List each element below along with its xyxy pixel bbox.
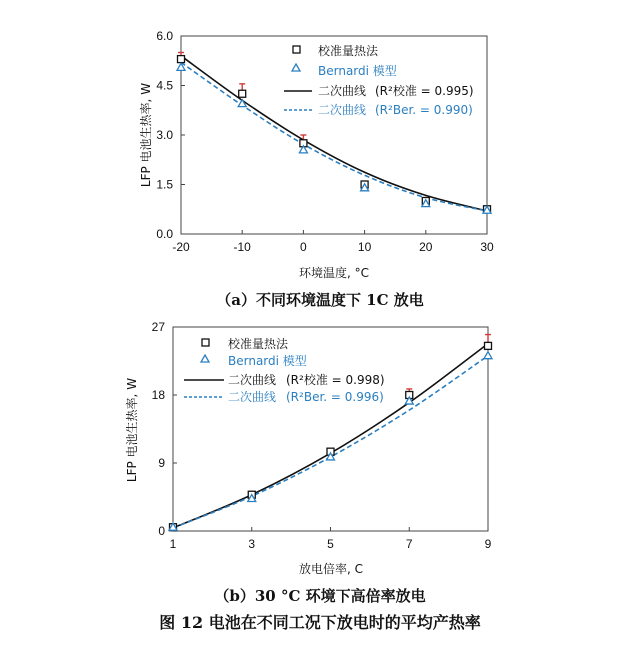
b-ytick-label: 0 — [158, 524, 165, 538]
a-ytick-label: 1.5 — [156, 177, 173, 192]
legend-triangle-marker — [292, 64, 300, 71]
legend-a-fit-1-r2: (R²Ber. = 0.990) — [375, 103, 473, 117]
b-ytick-label: 18 — [151, 388, 165, 402]
chart-a-ylabel: LFP 电池生热率, W — [139, 82, 153, 188]
a-point-calorimetry — [178, 56, 185, 63]
chart-a-caption: （a）不同环境温度下 1C 放电 — [216, 291, 424, 309]
legend-b-series-1: Bernardi 模型 — [228, 354, 307, 368]
figure-caption: 图 12 电池在不同工况下放电时的平均产热率 — [159, 613, 481, 632]
legend-square-marker — [293, 46, 300, 53]
legend-a-fit-0-label: 二次曲线 — [318, 84, 367, 98]
a-xtick-label: 0 — [300, 240, 307, 254]
chart-b — [124, 320, 492, 605]
b-point-bernardi — [484, 352, 492, 359]
legend-b-fit-1-label: 二次曲线 — [228, 390, 277, 404]
b-xtick-label: 7 — [405, 537, 413, 551]
a-fit-line-0 — [181, 56, 487, 211]
chart-b-plot-frame — [173, 327, 488, 531]
legend-a-fit-0-r2: (R²校准 = 0.995) — [375, 84, 474, 98]
a-point-calorimetry — [239, 90, 246, 97]
a-xtick-label: -20 — [172, 240, 190, 254]
chart-a-xlabel: 环境温度, °C — [298, 266, 370, 280]
b-ytick-label: 9 — [158, 456, 165, 470]
a-ytick-label: 6.0 — [156, 29, 173, 43]
a-ytick-label: 0.0 — [156, 227, 173, 241]
b-xtick-label: 5 — [327, 537, 334, 551]
b-xtick-label: 9 — [484, 537, 492, 551]
legend-b-series-0: 校准量热法 — [228, 337, 289, 351]
a-xtick-label: 20 — [419, 240, 433, 254]
chart-b-ylabel: LFP 电池生热率, W — [125, 377, 139, 483]
b-xtick-label: 1 — [169, 537, 177, 551]
legend-square-marker — [202, 339, 209, 346]
legend-b-fit-1-r2: (R²Ber. = 0.996) — [286, 390, 384, 404]
legend-a-fit-1-label: 二次曲线 — [318, 103, 367, 117]
legend-triangle-marker — [201, 355, 209, 362]
legend-b-fit-0-r2: (R²校准 = 0.998) — [286, 373, 385, 387]
chart-a — [138, 29, 494, 309]
b-fit-line-0 — [173, 344, 488, 528]
chart-b-caption: （b）30 °C 环境下高倍率放电 — [214, 587, 426, 605]
chart-b-legend — [184, 336, 385, 404]
b-point-calorimetry — [485, 342, 492, 349]
a-xtick-label: -10 — [233, 240, 251, 254]
legend-b-fit-0-label: 二次曲线 — [228, 373, 277, 387]
a-xtick-label: 10 — [357, 240, 372, 254]
b-xtick-label: 3 — [248, 537, 256, 551]
a-xtick-label: 30 — [480, 240, 494, 254]
b-ytick-label: 27 — [151, 320, 165, 334]
legend-a-series-1: Bernardi 模型 — [318, 64, 397, 78]
chart-b-xlabel: 放电倍率, C — [298, 562, 364, 576]
a-ytick-label: 4.5 — [156, 78, 173, 93]
a-ytick-label: 3.0 — [156, 128, 173, 142]
legend-a-series-0: 校准量热法 — [318, 44, 379, 58]
chart-a-legend — [284, 43, 474, 117]
